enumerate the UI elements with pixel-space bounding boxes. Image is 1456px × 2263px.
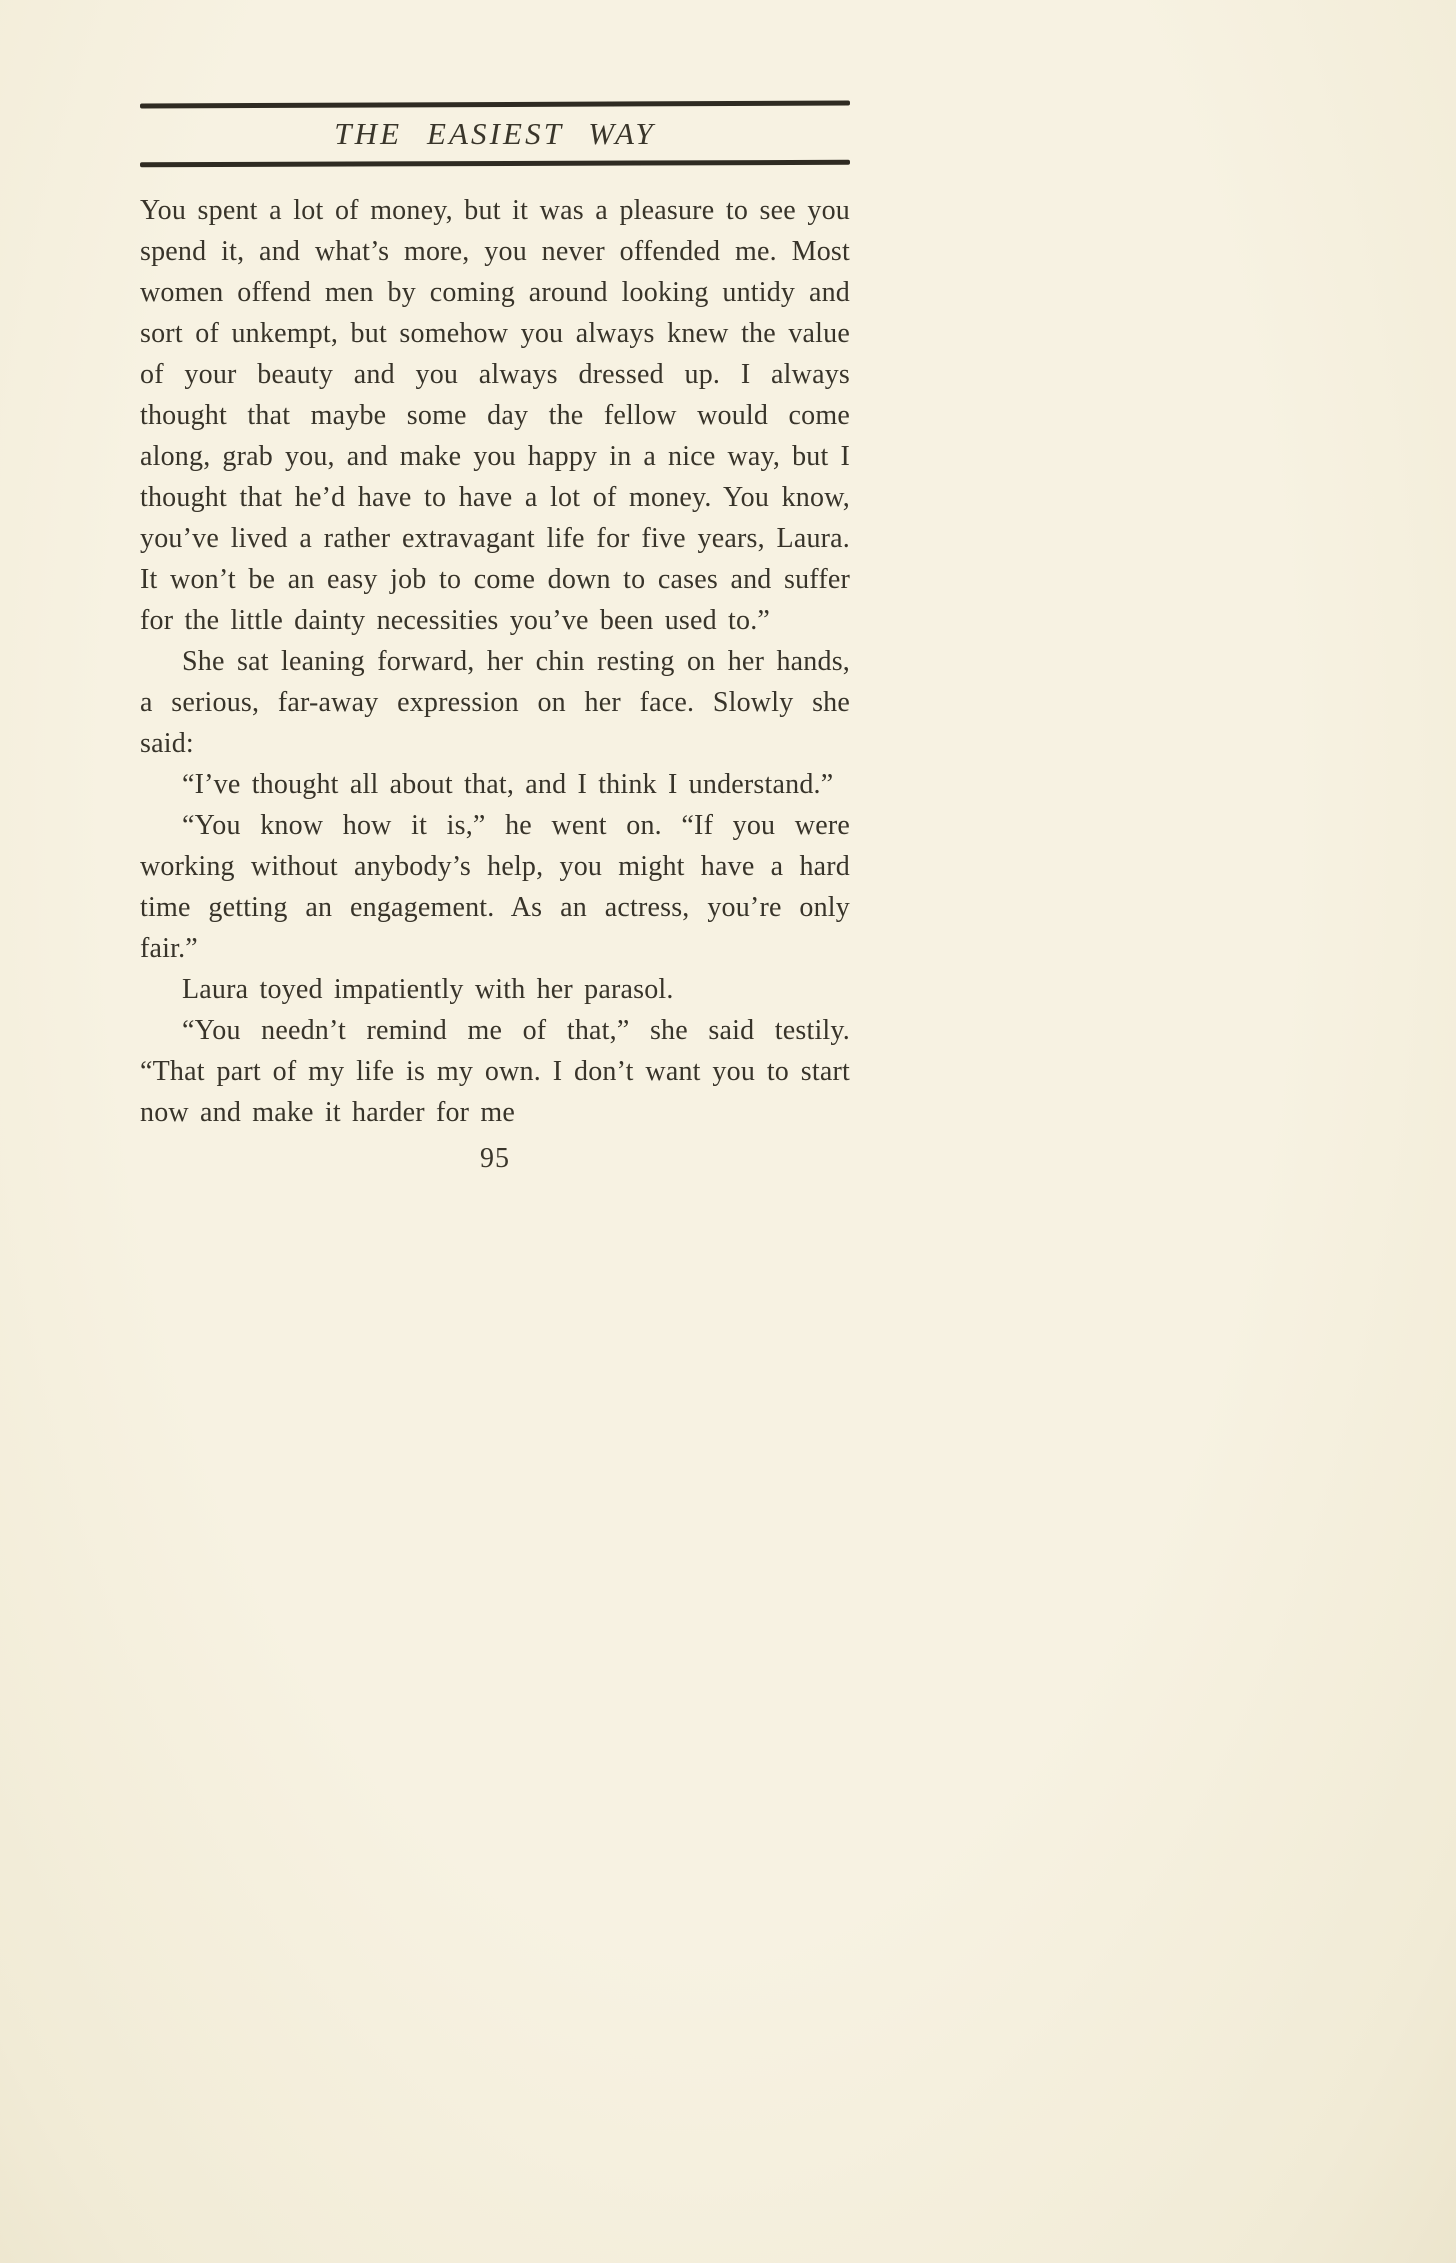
paragraph: Laura toyed impatiently with her parasol. — [182, 974, 674, 1005]
paragraph: “You know how it is,” he went on. “If you were working without anybody’s help, you might have a hard time getting an engagement. As an actress, you’re only fair.” — [140, 810, 850, 964]
paragraph: She sat leaning forward, her chin resting on her hands, a serious, far-away expression on her face. Slowly she said: — [140, 646, 850, 759]
paragraph: “You needn’t remind me of that,” she said testily. “That part of my life is my own. I don’t want you to start now and make it harder for me — [140, 1015, 850, 1128]
header-rule-bottom — [140, 160, 850, 167]
header-rule-top — [140, 100, 850, 108]
text-column — [140, 0, 850, 1175]
paragraph: You spent a lot of money, but it was a pleasure to see you spend it, and what’s more, you never offended me. Most women offend men by coming around looking untidy and sort of unkempt, but somehow you always knew the value of your beauty and you always dressed up. I always thought that maybe some day the fellow would come along, grab you, and make you happy in a nice way, but I thought that he’d have to have a lot of money. You know, you’ve lived a rather extravagant life for five years, Laura. It won’t be an easy job to come down to cases and suffer for the little dainty necessities you’ve been used to.” — [140, 195, 850, 636]
paragraph: “I’ve thought all about that, and I think I understand.” — [182, 769, 834, 800]
running-title: THE EASIEST WAY — [334, 116, 656, 151]
body-text — [140, 190, 850, 1133]
page-number: 95 — [480, 1143, 510, 1174]
